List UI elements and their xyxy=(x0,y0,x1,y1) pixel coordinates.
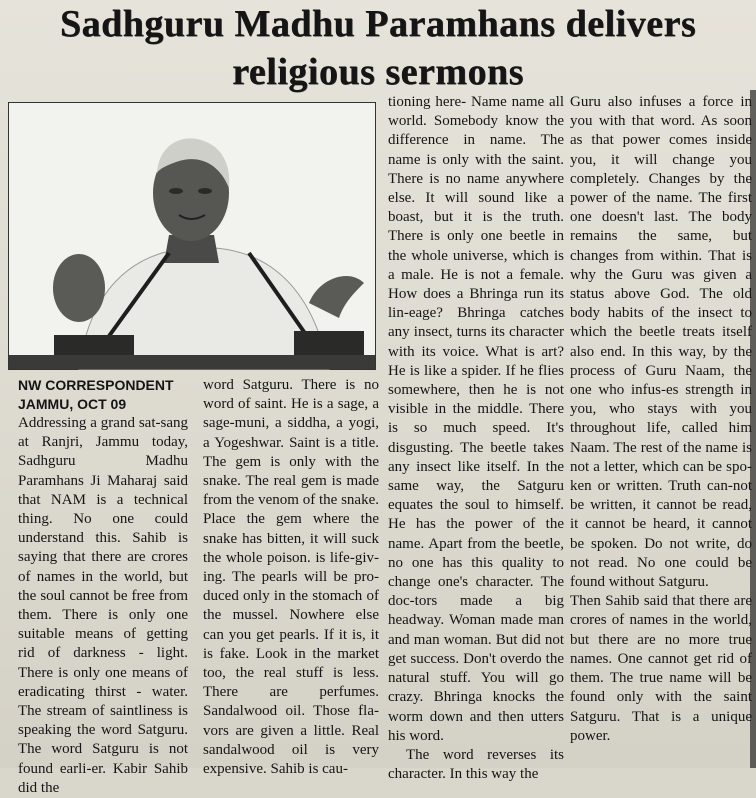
column-4-paragraph-2: Then Sahib said that there are crores of names in the world, but there are no more true names. One cannot get rid of them. The true name will be found only with the saint Satguru. That is a unique power. xyxy=(570,593,752,744)
column-3-paragraph-2: The word reverses its character. In this way the xyxy=(388,746,564,783)
photo-image xyxy=(9,103,375,369)
column-4 xyxy=(570,93,752,746)
column-4-paragraph-1: Guru also infuses a force in you with that word. As soon as that power comes inside you, it will change you completely. Changes by the power of the name. The first one doesn't last. The body remains the same, but changes from within. That is why the Guru was given a status above God. The old body habits of the insect to which the beetle treats itself also end. In this way, by the process of Guru Naam, the one who infus-es strength in you, who stays with you throughout life, called him Naam. The rest of the name is not a letter, which can be spo-ken or written. Truth can-not be written, it cannot be read, it cannot be heard, it cannot be spoken. Do not write, do not read. No one could be found without Satguru. xyxy=(570,94,752,591)
headline: Sadhguru Madhu Paramhans delivers religious sermons xyxy=(59,3,697,93)
column-3 xyxy=(388,93,564,784)
speaker-photo xyxy=(8,102,376,370)
dateline: JAMMU, OCT 09 xyxy=(18,396,127,412)
column-3-paragraph-1: tioning here- Name name all world. Somebody know the difference in name. The name is only with the saint. There is no name anywhere else. It will sound like a boast, but it is the truth. There is only one beetle in the whole universe, which is a male. He is not a female. How does a Bhringa run its lin-eage? Bhringa catches any insect, turns its character with its voice. What is art? He is like a spider. If he flies somewhere, then he is not visible in the middle. There is so much speed. It's disgusting. The beetle takes any insect like itself. In the same way, the Satguru equates the soul to himself. He has the power of the name. Apart from the beetle, no one has this quality to change one's character. The doc-tors made a big headway. Woman made man and man woman. But did not get success. Don't overdo the natural stuff. You will go crazy. Bhringa knocks the worm down and then utters his word. xyxy=(388,94,564,744)
column-1-text: Addressing a grand sat-sang at Ranjri, Jammu today, Sadhguru Madhu Paramhans Ji Maharaj said that NAM is a technical thing. No one could understand this. Sahib is saying that there are crores of names in the world, but the soul cannot be free from them. There is only one suitable means of getting rid of darkness - light. There is only one means of eradicating thirst - water. The stream of saintliness is speaking the word Satguru. The word Satguru is not found earli-er. Kabir Sahib did the xyxy=(18,415,188,796)
column-1 xyxy=(18,376,188,798)
column-2 xyxy=(203,376,379,779)
byline: NW CORRESPONDENT xyxy=(18,377,174,393)
column-2-text: word Satguru. There is no word of saint. He is a sage, a sage-muni, a siddha, a yogi, a Yogeshwar. Saint is a title. The gem is only with the snake. The real gem is made from the venom of the snake. Place the gem where the snake has bitten, it will suck the whole poison. is life-giv-ing. The pearls will be pro-duced only in the stomach of the mussel. Nowhere else can you get pearls. If it is, it is fake. Look in the market too, the real stuff is less. There are perfumes. Sandalwood oil. Those fla-vors are given a little. Real sandalwood oil is very expensive. Sahib is cau- xyxy=(203,377,379,778)
